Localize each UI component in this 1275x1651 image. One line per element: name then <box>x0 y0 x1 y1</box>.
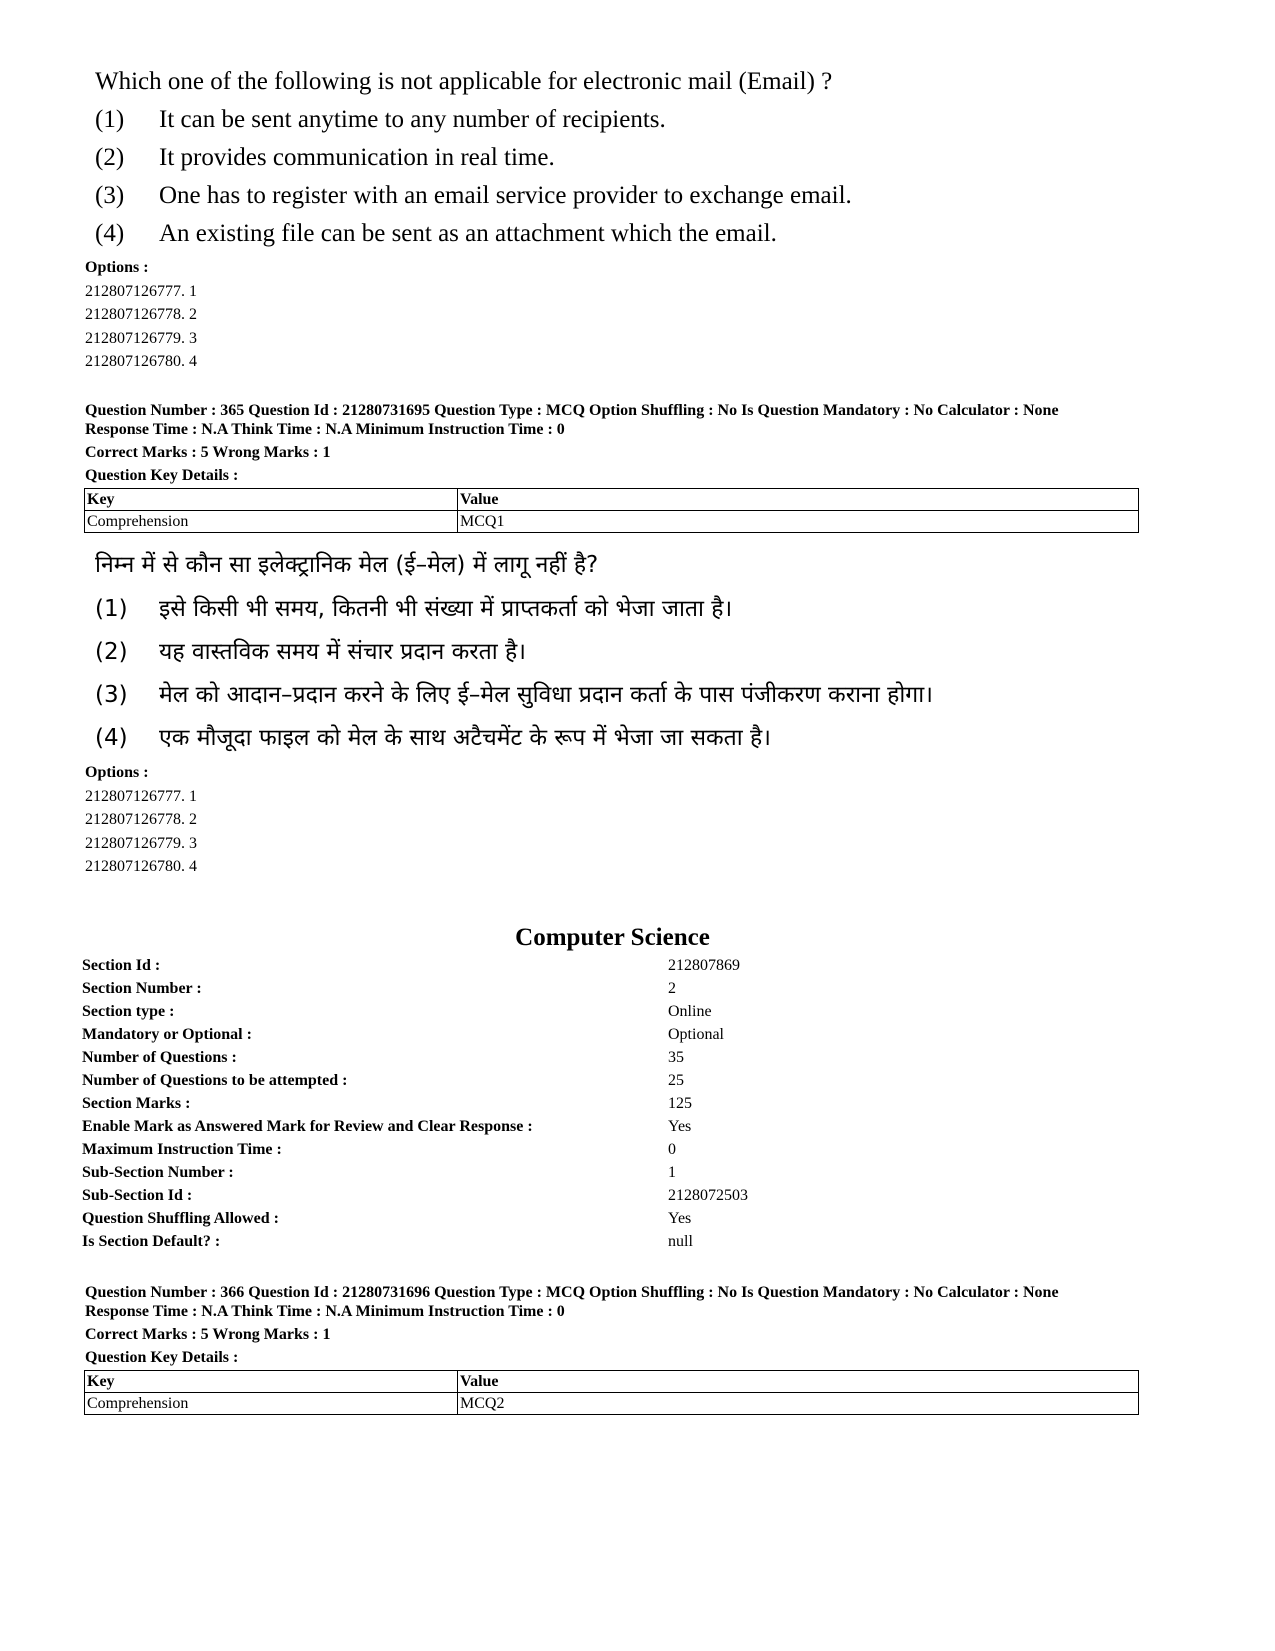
question-366-meta <box>85 1283 1059 1367</box>
question-meta-line-2: Response Time : N.A Think Time : N.A Minimum Instruction Time : 0 <box>85 1303 565 1320</box>
choice-3: (3) One has to register with an email service provider to exchange email. <box>95 182 852 209</box>
marks-line: Correct Marks : 5 Wrong Marks : 1 <box>85 444 331 461</box>
section-row: Number of Questions to be attempted : 25 <box>82 1072 684 1089</box>
section-row: Maximum Instruction Time : 0 <box>82 1141 676 1158</box>
section-title: Computer Science <box>515 924 710 951</box>
question-365-meta <box>85 401 1059 485</box>
choice-4-hindi: (4) एक मौजूदा फाइल को मेल के साथ अटैचमेंट के रूप में भेजा जा सकता है। <box>95 725 771 751</box>
choice-2: (2) It provides communication in real time. <box>95 144 555 171</box>
choice-2-hindi: (2) यह वास्तविक समय में संचार प्रदान करता है। <box>95 639 526 665</box>
option-item: 212807126780. 4 <box>85 353 197 370</box>
table-cell-key: Comprehension <box>85 511 458 533</box>
question-365-hindi <box>95 545 1145 755</box>
option-item: 212807126779. 3 <box>85 834 197 852</box>
section-row: Is Section Default? : null <box>82 1233 693 1250</box>
options-label: Options : <box>85 259 149 276</box>
table-cell-value: MCQ1 <box>458 511 1139 533</box>
table-row <box>85 1393 1139 1415</box>
marks-line: Correct Marks : 5 Wrong Marks : 1 <box>85 1326 331 1343</box>
option-item: 212807126778. 2 <box>85 811 197 828</box>
table-cell-key: Comprehension <box>85 1393 458 1415</box>
section-row: Question Shuffling Allowed : Yes <box>82 1210 692 1227</box>
table-row <box>85 511 1139 533</box>
choice-1: (1) It can be sent anytime to any number of recipients. <box>95 106 666 133</box>
section-row: Mandatory or Optional : Optional <box>82 1026 724 1043</box>
table-header-value: Value <box>458 1371 1139 1393</box>
option-item: 212807126780. 4 <box>85 858 197 875</box>
table-header-row <box>85 1371 1139 1393</box>
section-row: Number of Questions : 35 <box>82 1049 684 1066</box>
section-row: Sub-Section Id : 2128072503 <box>82 1187 748 1204</box>
section-details <box>82 957 1182 1257</box>
table-header-value: Value <box>458 489 1139 511</box>
section-row: Enable Mark as Answered Mark for Review and Clear Response : Yes <box>82 1118 692 1135</box>
table-header-key: Key <box>85 489 458 511</box>
question-meta-line-2: Response Time : N.A Think Time : N.A Minimum Instruction Time : 0 <box>85 421 565 438</box>
options-block-2 <box>85 761 197 879</box>
option-item: 212807126777. 1 <box>85 787 197 805</box>
question-stem: Which one of the following is not applicable for electronic mail (Email) ? <box>95 68 833 95</box>
choice-3-hindi: (3) मेल को आदान–प्रदान करने के लिए ई–मेल सुविधा प्रदान कर्ता के पास पंजीकरण कराना होगा। <box>95 682 933 708</box>
question-stem-hindi: निम्न में से कौन सा इलेक्ट्रानिक मेल (ई–मेल) में लागू नहीं है? <box>95 552 599 578</box>
key-table-365 <box>84 488 1139 533</box>
key-table-366 <box>84 1370 1139 1415</box>
question-meta-line-1: Question Number : 365 Question Id : 21280731695 Question Type : MCQ Option Shuffling : No Is Question Mandatory : No Calculator : None <box>85 402 1059 419</box>
choice-1-hindi: (1) इसे किसी भी समय, कितनी भी संख्या में प्राप्तकर्ता को भेजा जाता है। <box>95 596 733 622</box>
table-header-row <box>85 489 1139 511</box>
option-item: 212807126779. 3 <box>85 329 197 347</box>
section-row: Section type : Online <box>82 1003 712 1020</box>
option-item: 212807126777. 1 <box>85 282 197 300</box>
table-cell-value: MCQ2 <box>458 1393 1139 1415</box>
section-row: Section Number : 2 <box>82 980 676 997</box>
options-block-1 <box>85 256 197 374</box>
key-details-label: Question Key Details : <box>85 467 239 484</box>
question-meta-line-1: Question Number : 366 Question Id : 21280731696 Question Type : MCQ Option Shuffling : No Is Question Mandatory : No Calculator : None <box>85 1284 1059 1301</box>
key-details-label: Question Key Details : <box>85 1349 239 1366</box>
choice-4: (4) An existing file can be sent as an attachment which the email. <box>95 220 777 247</box>
option-item: 212807126778. 2 <box>85 306 197 323</box>
question-364-english <box>95 62 1095 262</box>
section-row: Section Id : 212807869 <box>82 957 740 974</box>
options-label: Options : <box>85 764 149 781</box>
section-row: Sub-Section Number : 1 <box>82 1164 676 1181</box>
section-row: Section Marks : 125 <box>82 1095 692 1112</box>
table-header-key: Key <box>85 1371 458 1393</box>
